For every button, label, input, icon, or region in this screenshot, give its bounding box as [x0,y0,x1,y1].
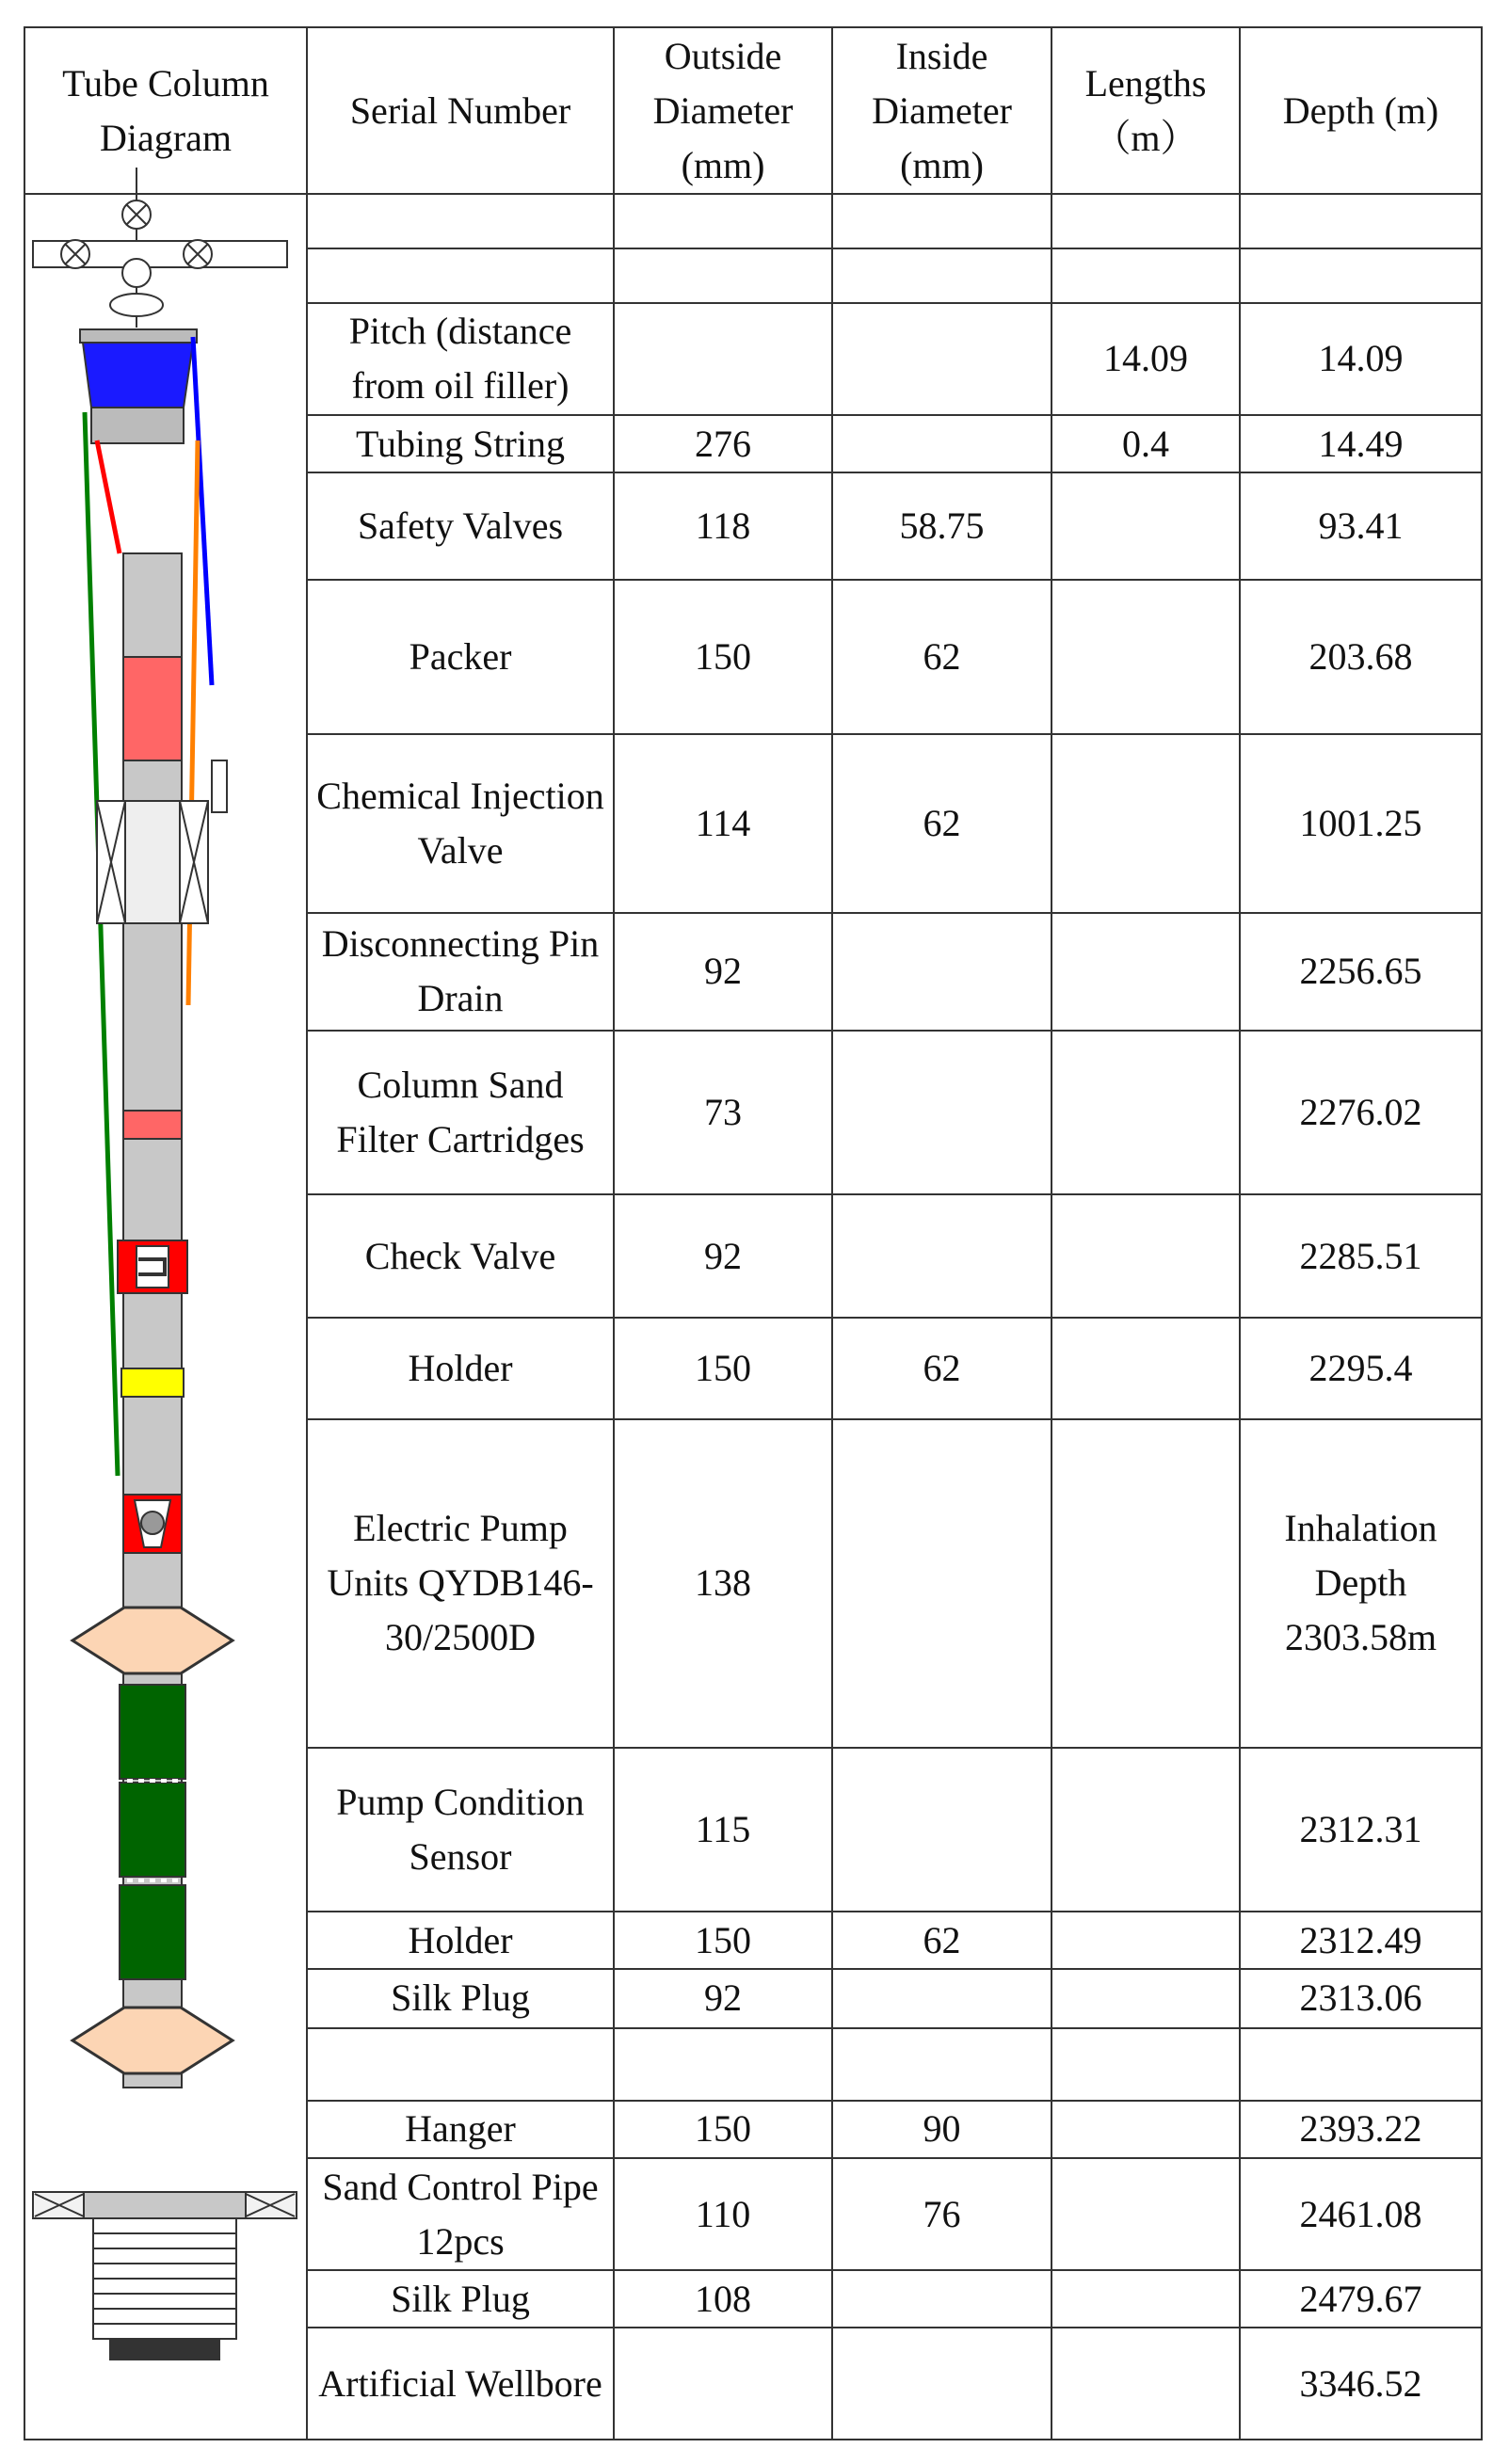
length-cell [1052,734,1240,913]
inside-diameter-cell [832,1748,1052,1912]
header-lengths: Lengths（m） [1052,27,1240,194]
inside-diameter-cell: 62 [832,734,1052,913]
depth-cell: 3346.52 [1240,2328,1482,2440]
well-string-sheet [24,26,1481,2440]
outside-diameter-cell: 118 [614,472,832,580]
outside-diameter-cell: 276 [614,415,832,472]
depth-cell: 203.68 [1240,580,1482,734]
header-depth: Depth (m) [1240,27,1482,194]
serial-number-cell: Sand Control Pipe 12pcs [307,2158,614,2271]
length-cell [1052,1194,1240,1319]
inside-diameter-cell: 62 [832,1318,1052,1418]
depth-cell: 2479.67 [1240,2270,1482,2328]
header-outside-diameter: Outside Diameter (mm) [614,27,832,194]
outside-diameter-cell: 150 [614,2101,832,2158]
depth-cell: 2276.02 [1240,1031,1482,1193]
depth-cell: 2295.4 [1240,1318,1482,1418]
length-cell [1052,2101,1240,2158]
length-cell [1052,194,1240,248]
serial-number-cell: Artificial Wellbore [307,2328,614,2440]
inside-diameter-cell [832,194,1052,248]
serial-number-cell: Column Sand Filter Cartridges [307,1031,614,1193]
depth-cell: 1001.25 [1240,734,1482,913]
inside-diameter-cell [832,1419,1052,1748]
serial-number-cell: Holder [307,1912,614,1969]
inside-diameter-cell [832,1194,1052,1319]
depth-cell: 2256.65 [1240,913,1482,1032]
outside-diameter-cell [614,303,832,416]
outside-diameter-cell [614,194,832,248]
depth-cell: 2312.31 [1240,1748,1482,1912]
length-cell [1052,1419,1240,1748]
inside-diameter-cell [832,415,1052,472]
header-diagram: Tube Column Diagram [24,27,307,194]
depth-cell [1240,2028,1482,2101]
depth-cell: 14.09 [1240,303,1482,416]
serial-number-cell: Electric Pump Units QYDB146-30/2500D [307,1419,614,1748]
inside-diameter-cell: 62 [832,1912,1052,1969]
length-cell [1052,2328,1240,2440]
table-row [24,194,1482,248]
outside-diameter-cell: 115 [614,1748,832,1912]
length-cell [1052,580,1240,734]
length-cell: 14.09 [1052,303,1240,416]
length-cell [1052,1748,1240,1912]
serial-number-cell: Pump Condition Sensor [307,1748,614,1912]
serial-number-cell: Safety Valves [307,472,614,580]
inside-diameter-cell [832,248,1052,303]
outside-diameter-cell: 92 [614,1194,832,1319]
outside-diameter-cell: 92 [614,913,832,1032]
length-cell: 0.4 [1052,415,1240,472]
inside-diameter-cell [832,2028,1052,2101]
serial-number-cell: Pitch (distance from oil filler) [307,303,614,416]
depth-cell: 2461.08 [1240,2158,1482,2271]
length-cell [1052,1912,1240,1969]
header-row [24,27,1482,194]
inside-diameter-cell [832,2328,1052,2440]
serial-number-cell: Hanger [307,2101,614,2158]
length-cell [1052,1318,1240,1418]
length-cell [1052,248,1240,303]
serial-number-cell: Tubing String [307,415,614,472]
diagram-cell-wellhead [24,194,307,415]
serial-number-cell [307,248,614,303]
outside-diameter-cell [614,2028,832,2101]
outside-diameter-cell: 150 [614,1912,832,1969]
inside-diameter-cell [832,303,1052,416]
header-inside-diameter: Inside Diameter (mm) [832,27,1052,194]
outside-diameter-cell [614,248,832,303]
outside-diameter-cell: 92 [614,1969,832,2028]
inside-diameter-cell: 58.75 [832,472,1052,580]
table-row [24,415,1482,472]
depth-cell: 2393.22 [1240,2101,1482,2158]
depth-cell: 2312.49 [1240,1912,1482,1969]
length-cell [1052,2270,1240,2328]
length-cell [1052,1031,1240,1193]
depth-cell [1240,194,1482,248]
header-serial-number: Serial Number [307,27,614,194]
inside-diameter-cell [832,913,1052,1032]
depth-cell: 2285.51 [1240,1194,1482,1319]
serial-number-cell [307,194,614,248]
well-string-table [24,26,1483,2440]
depth-cell: 14.49 [1240,415,1482,472]
serial-number-cell: Disconnecting Pin Drain [307,913,614,1032]
outside-diameter-cell: 108 [614,2270,832,2328]
depth-cell: 2313.06 [1240,1969,1482,2028]
outside-diameter-cell [614,2328,832,2440]
serial-number-cell: Silk Plug [307,1969,614,2028]
outside-diameter-cell: 73 [614,1031,832,1193]
length-cell [1052,913,1240,1032]
serial-number-cell: Packer [307,580,614,734]
serial-number-cell: Holder [307,1318,614,1418]
length-cell [1052,472,1240,580]
serial-number-cell: Chemical Injection Valve [307,734,614,913]
outside-diameter-cell: 114 [614,734,832,913]
serial-number-cell: Silk Plug [307,2270,614,2328]
serial-number-cell: Check Valve [307,1194,614,1319]
outside-diameter-cell: 150 [614,580,832,734]
inside-diameter-cell: 90 [832,2101,1052,2158]
outside-diameter-cell: 110 [614,2158,832,2271]
depth-cell: 93.41 [1240,472,1482,580]
outside-diameter-cell: 138 [614,1419,832,1748]
length-cell [1052,2028,1240,2101]
serial-number-cell [307,2028,614,2101]
inside-diameter-cell [832,2270,1052,2328]
inside-diameter-cell: 62 [832,580,1052,734]
depth-cell: Inhalation Depth 2303.58m [1240,1419,1482,1748]
table-body [24,194,1482,2440]
length-cell [1052,1969,1240,2028]
diagram-cell-string [24,415,307,2440]
depth-cell [1240,248,1482,303]
length-cell [1052,2158,1240,2271]
inside-diameter-cell [832,1969,1052,2028]
outside-diameter-cell: 150 [614,1318,832,1418]
inside-diameter-cell: 76 [832,2158,1052,2271]
inside-diameter-cell [832,1031,1052,1193]
